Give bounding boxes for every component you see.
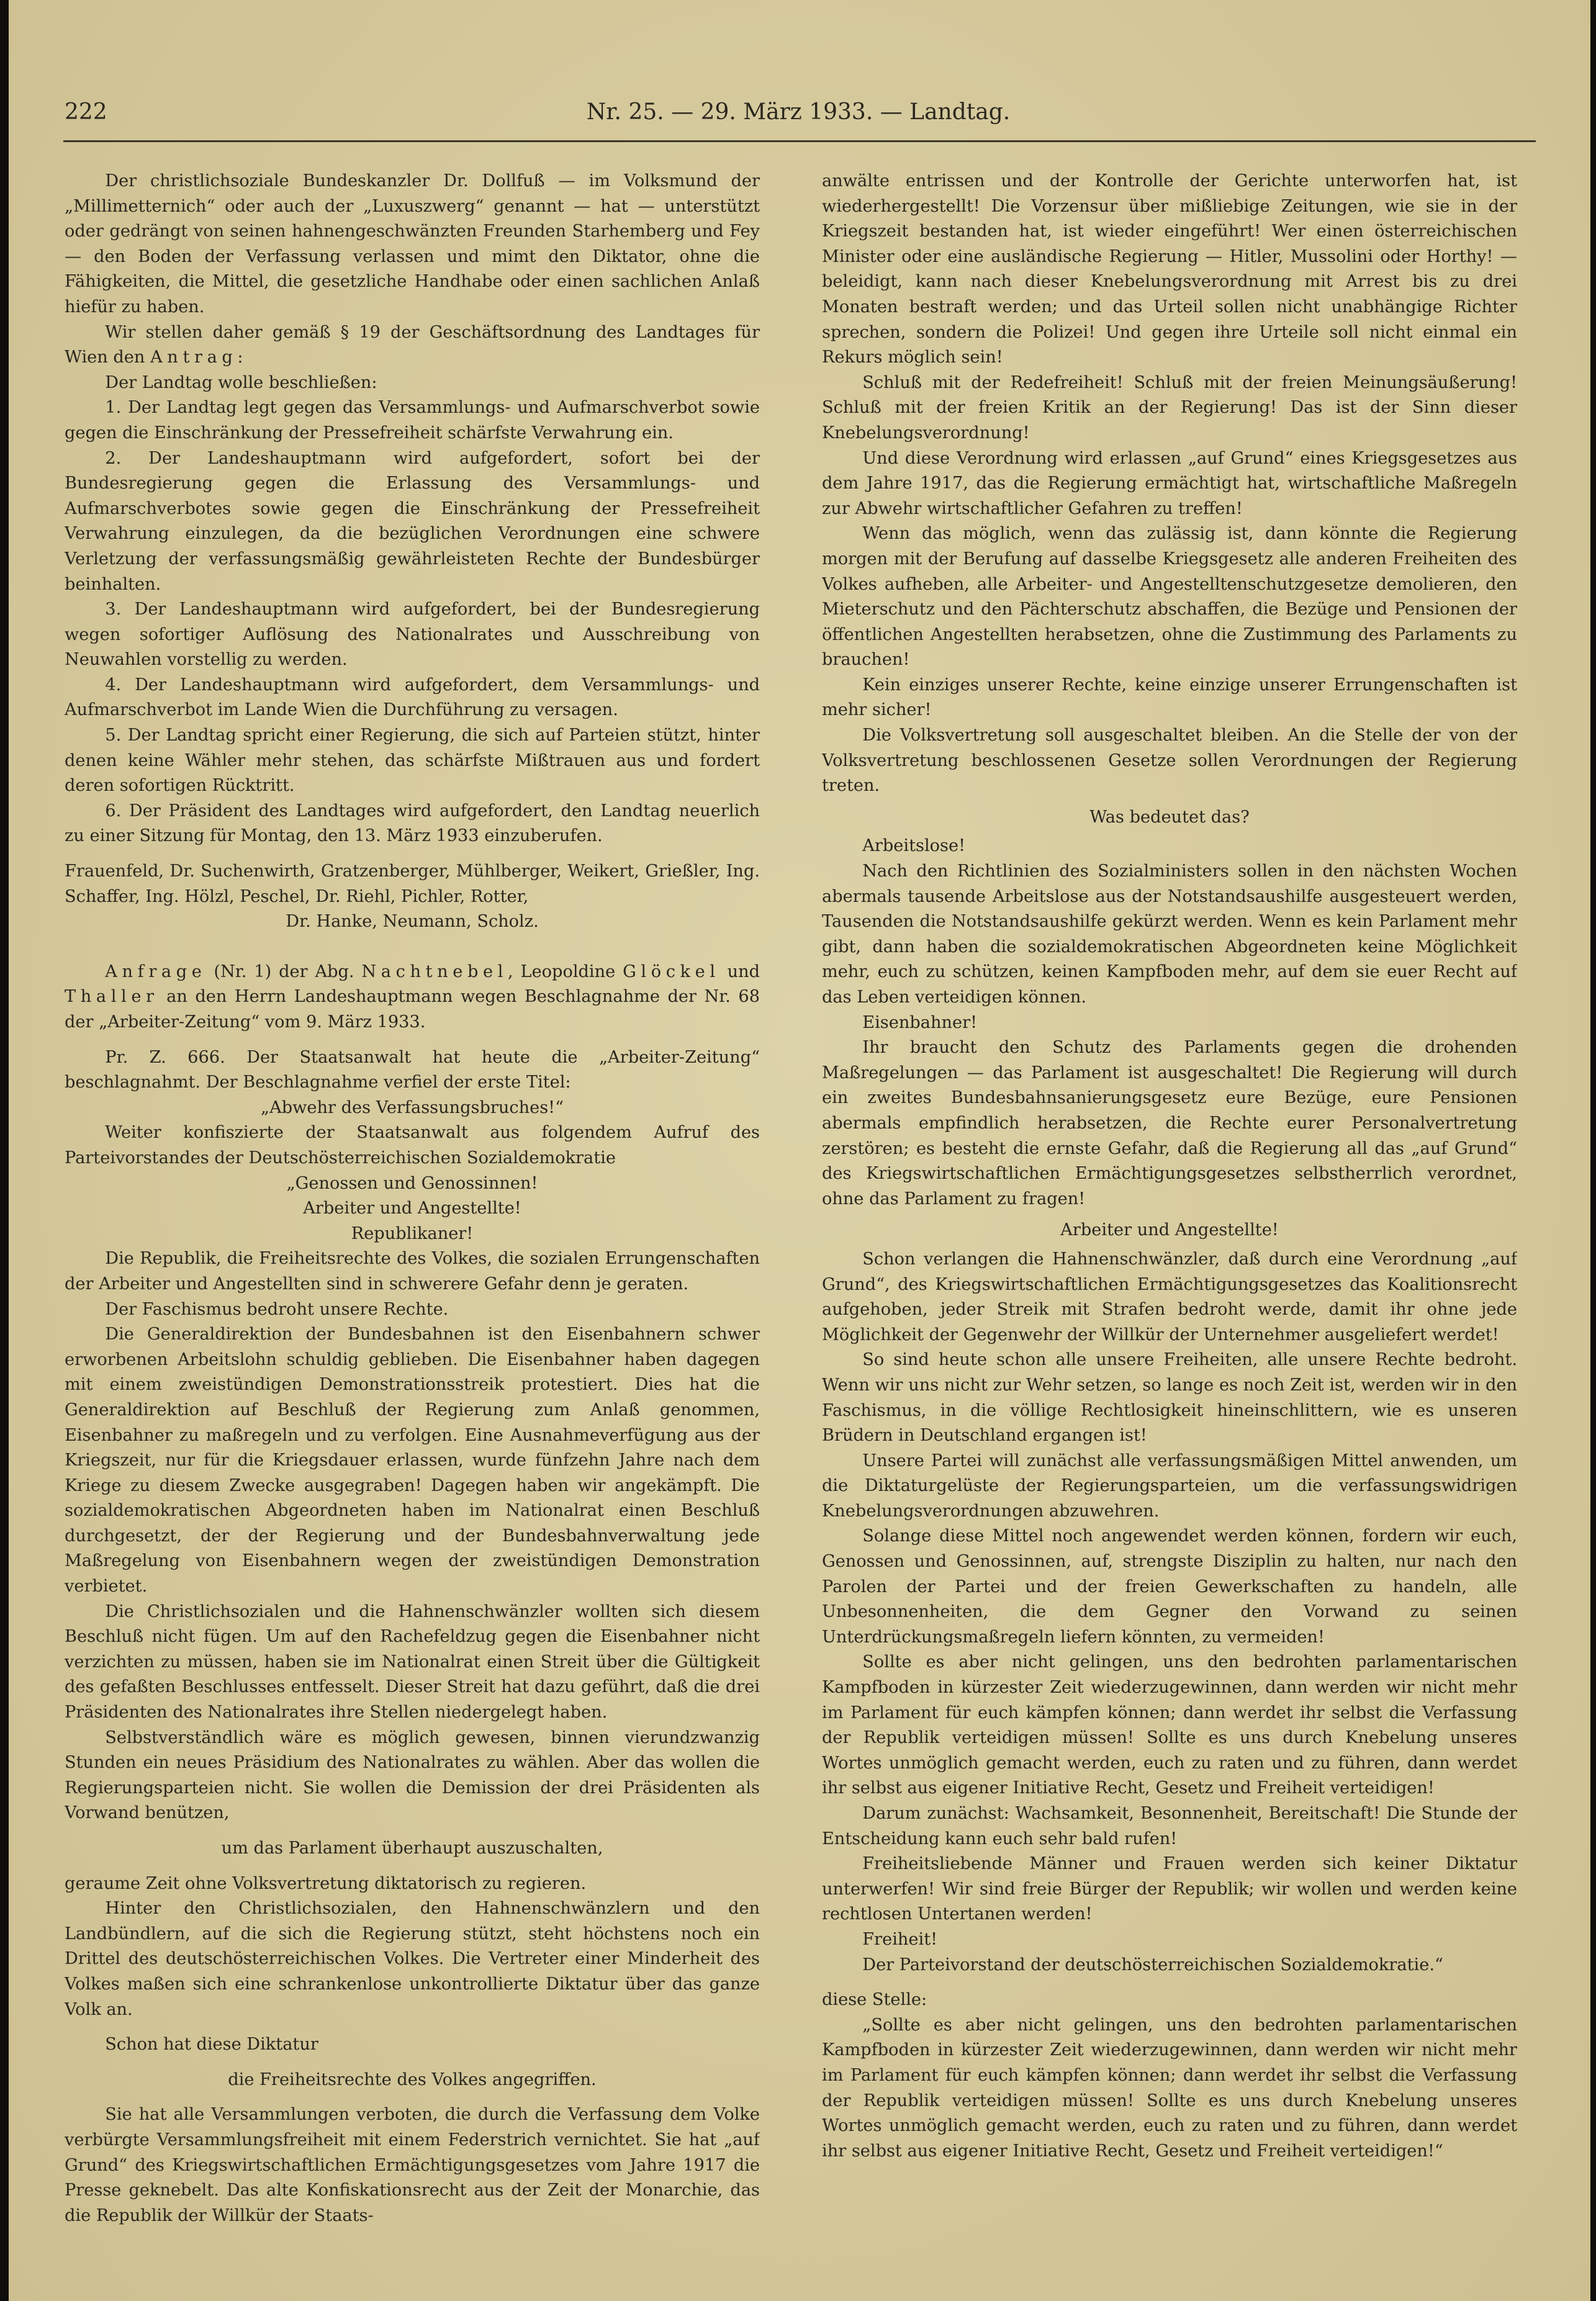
motion-item: 3. Der Landeshauptmann wird aufgefordert, bei der Bundesregierung wegen sofortiger Auflösung des Nationalrates und Ausschreibung von Neuwahlen vorstellig zu werden.	[65, 600, 760, 670]
paragraph: Der Landtag wolle beschließen:	[105, 372, 377, 392]
paragraph: anwälte entrissen und der Kontrolle der Gerichte unterworfen hat, ist wiederhergestellt! Die Vorzensur über mißliebige Zeitungen, wie sie in der Kriegszeit bestanden hat, ist wieder eingeführt! Wer einen österreichischen Minister oder eine ausländische Regierung — Hitler, Mussolini oder Horthy! — beleidigt, kann nach dieser Knebelungsverordnung mit Arrest bis zu drei Monaten bestraft werden; und das Urteil sollen nicht unabhängige Richter sprechen, sondern die Polizei! Und gegen ihre Urteile soll nicht einmal ein Rekurs möglich sein!	[822, 171, 1517, 367]
emphasis-line: die Freiheitsrechte des Volkes angegriffen.	[228, 2069, 597, 2089]
page-number: 222	[65, 99, 107, 125]
paragraph: Darum zunächst: Wachsamkeit, Besonnenheit, Bereitschaft! Die Stunde der Entscheidung kann euch sehr bald rufen!	[822, 1804, 1517, 1848]
paragraph: Weiter konfiszierte der Staatsanwalt aus folgendem Aufruf des Parteivorstandes der Deutschösterreichischen Sozialdemokratie	[65, 1123, 760, 1168]
signatories-end: Dr. Hanke, Neumann, Scholz.	[286, 912, 539, 932]
paragraph: geraume Zeit ohne Volksvertretung diktatorisch zu regieren.	[65, 1873, 587, 1893]
emphasis-line: Schon hat diese Diktatur	[105, 2035, 318, 2055]
paragraph: Unsere Partei will zunächst alle verfassungsmäßigen Mittel anwenden, um die Diktaturgelüste der Regierungsparteien, um die verfassungswidrigen Knebelungsverordnungen abzuwehren.	[822, 1451, 1517, 1521]
running-title: Nr. 25. — 29. März 1933. — Landtag.	[586, 99, 1011, 125]
right-column	[822, 169, 1517, 2230]
emphasis-line: um das Parlament überhaupt auszuschalten,	[221, 1839, 603, 1858]
paragraph: Die Republik, die Freiheitsrechte des Volkes, die sozialen Errungenschaften der Arbeiter und Angestellten sind in schwerere Gefahr denn je geraten.	[65, 1249, 760, 1294]
paragraph: Nach den Richtlinien des Sozialministers sollen in den nächsten Wochen abermals tausende Arbeitslose aus der Notstandsaushilfe ausgesteuert werden, Tausenden die Notstandsaushilfe gekürzt werden. Wenn es kein Parlament mehr gibt, dann haben die sozialdemokratischen Abgeordneten keine Möglichkeit mehr, euch zu schützen, keinen Kampfboden mehr, auf dem sie euer Recht auf das Leben verteidigen können.	[822, 862, 1517, 1007]
paragraph: Selbstverständlich wäre es möglich gewesen, binnen vierundzwanzig Stunden ein neues Präsidium des Nationalrates zu wählen. Aber das wollen die Regierungsparteien nicht. Sie wollen die Demission der drei Präsidenten als Vorwand benützen,	[65, 1727, 760, 1823]
inquiry-heading: Anfrage (Nr. 1) der Abg. Nachtnebel, Leopoldine Glöckel und Thaller an den Herrn Landeshauptmann wegen Beschlagnahme der Nr. 68 der „Arbeiter-Zeitung“ vom 9. März 1933.	[65, 961, 760, 1032]
paragraph: Freiheitsliebende Männer und Frauen werden sich keiner Diktatur unterwerfen! Wir sind freie Bürger der Republik; wir wollen und werden keine rechtlosen Untertanen werden!	[822, 1854, 1517, 1924]
subheading: Eisenbahner!	[862, 1012, 978, 1032]
paragraph: Solange diese Mittel noch angewendet werden können, fordern wir euch, Genossen und Genossinnen, auf, strengste Disziplin zu halten, nur nach den Parolen der Partei und der freien Gewerkschaften zu handeln, alle Unbesonnenheiten, die dem Gegner den Vorwand zu seinen Unterdrückungsmaßregeln liefern könnten, zu vermeiden!	[822, 1526, 1517, 1647]
paragraph: Der Faschismus bedroht unsere Rechte.	[105, 1299, 449, 1319]
quoted-passage: „Sollte es aber nicht gelingen, uns den bedrohten parlamentarischen Kampfboden in kürzester Zeit wiederzugewinnen, dann werden wir nicht mehr im Parlament für euch kämpfen können; dann werdet ihr selbst die Verfassung der Republik verteidigen müssen! Sollte es uns durch Knebelung unseres Wortes unmöglich gemacht werden, euch zu raten und zu führen, dann werdet ihr selbst aus eigener Initiative Recht, Gesetz und Freiheit verteidigen!“	[822, 2015, 1517, 2161]
salutation: Arbeiter und Angestellte!	[303, 1199, 521, 1218]
paragraph: Und diese Verordnung wird erlassen „auf Grund“ eines Kriegsgesetzes aus dem Jahre 1917, das die Regierung ermächtigt hat, wirtschaftliche Maßregeln zur Abwehr wirtschaftlicher Gefahren zu treffen!	[822, 448, 1517, 518]
motion-label: Antrag:	[150, 348, 248, 367]
signatories: Frauenfeld, Dr. Suchenwirth, Gratzenberger, Mühlberger, Weikert, Grießler, Ing. Schaffer, Ing. Hölzl, Peschel, Dr. Riehl, Pichler, Rotter,	[65, 862, 760, 906]
left-column	[65, 169, 760, 2230]
newspaper-page	[9, 0, 1590, 2301]
paragraph: Sollte es aber nicht gelingen, uns den bedrohten parlamentarischen Kampfboden in kürzester Zeit wiederzugewinnen, dann werden wir nicht mehr im Parlament für euch kämpfen können; dann werdet ihr selbst die Verfassung der Republik verteidigen müssen! Sollte es uns durch Knebelung unseres Wortes unmöglich gemacht werden, euch zu raten und zu führen, dann werdet ihr selbst aus eigener Initiative Recht, Gesetz und Freiheit verteidigen!	[822, 1652, 1517, 1798]
paragraph: Die Generaldirektion der Bundesbahnen ist den Eisenbahnern schwer erworbenen Arbeitslohn schuldig geblieben. Die Eisenbahner haben dagegen mit einem zweistündigen Demonstrationsstreik protestiert. Dies hat die Generaldirektion auf Beschluß der Regierung zum Anlaß genommen, Eisenbahner zu maßregeln und zu verfolgen. Eine Ausnahmeverfügung aus der Kriegszeit, nur für die Kriegsdauer erlassen, wurde fünfzehn Jahre nach dem Kriege zu diesem Zwecke ausgegraben! Dagegen haben wir angekämpft. Die sozialdemokratischen Abgeordneten haben im Nationalrat einen Beschluß durchgesetzt, der der Regierung und der Bundesbahnverwaltung jede Maßregelung von Eisenbahnern wegen der zweistündigen Demonstration verbietet.	[65, 1325, 760, 1596]
paragraph: Ihr braucht den Schutz des Parlaments gegen die drohenden Maßregelungen — das Parlament ist ausgeschaltet! Die Regierung will durch ein zweites Bundesbahnsanierungsgesetz eure Bezüge, eure Pensionen abermals empfindlich herabsetzen, die Rechte eurer Personalvertretung zerstören; es besteht die ernste Gefahr, daß die Regierung all das „auf Grund“ des Kriegswirtschaftlichen Ermächtigungsgesetzes selbstherrlich verordnet, ohne das Parlament zu fragen!	[822, 1038, 1517, 1209]
paragraph: Die Volksvertretung soll ausgeschaltet bleiben. An die Stelle der von der Volksvertretung beschlossenen Gesetze sollen Verordnungen der Regierung treten.	[822, 726, 1517, 796]
motion-intro: Wir stellen daher gemäß § 19 der Geschäftsordnung des Landtages für Wien den Antrag:	[65, 322, 760, 367]
motion-item: 1. Der Landtag legt gegen das Versammlungs- und Aufmarschverbot sowie gegen die Einschränkung der Pressefreiheit schärfste Verwahrung ein.	[65, 398, 760, 443]
paragraph: Freiheit!	[862, 1929, 938, 1949]
motion-item: 2. Der Landeshauptmann wird aufgefordert, sofort bei der Bundesregierung gegen die Erlassung des Versammlungs- und Aufmarschverbotes sowie gegen die Einschränkung der Pressefreiheit Verwahrung einzulegen, da die bezüglichen Verordnungen eine schwere Verletzung der verfassungsmäßig gewährleisteten Rechte der Bundesbürger beinhalten.	[65, 448, 760, 594]
signature-line: Der Parteivorstand der deutschösterreichischen Sozialdemokratie.“	[862, 1955, 1443, 1975]
section-heading: Was bedeutet das?	[1089, 807, 1250, 827]
paragraph: Pr. Z. 666. Der Staatsanwalt hat heute die „Arbeiter-Zeitung“ beschlagnahmt. Der Beschlagnahme verfiel der erste Titel:	[65, 1047, 760, 1092]
confiscated-title: „Abwehr des Verfassungsbruches!“	[260, 1097, 564, 1117]
paragraph: Kein einziges unserer Rechte, keine einzige unserer Errungenschaften ist mehr sicher!	[822, 675, 1517, 720]
paragraph: Der christlichsoziale Bundeskanzler Dr. Dollfuß — im Volksmund der „Millimetternich“ oder auch der „Luxuszwerg“ genannt — hat — unterstützt oder gedrängt von seinen hahnengeschwänzten Freunden Starhemberg und Fey — den Boden der Verfassung verlassen und mimt den Diktator, ohne die Fähigkeiten, die Mittel, die gesetzliche Handhabe oder einen sachlichen Anlaß hiefür zu haben.	[65, 171, 760, 317]
subheading: Arbeitslose!	[862, 836, 965, 856]
page-header	[60, 91, 1537, 134]
section-heading: Arbeiter und Angestellte!	[1060, 1220, 1279, 1240]
salutation: Republikaner!	[351, 1223, 474, 1243]
motion-item: 6. Der Präsident des Landtages wird aufgefordert, den Landtag neuerlich zu einer Sitzung für Montag, den 13. März 1933 einzuberufen.	[65, 801, 760, 846]
paragraph: Schon verlangen die Hahnenschwänzler, daß durch eine Verordnung „auf Grund“, des Kriegswirtschaftlichen Ermächtigungsgesetzes das Koalitionsrecht aufgehoben, jeder Streik mit Strafen bedroht werde, damit ihr ohne jede Möglichkeit der Gegenwehr der Willkür der Unternehmer ausgeliefert werdet!	[822, 1249, 1517, 1344]
paragraph: diese Stelle:	[822, 1990, 927, 2010]
salutation: „Genossen und Genossinnen!	[286, 1173, 538, 1193]
paragraph: Schluß mit der Redefreiheit! Schluß mit der freien Meinungsäußerung! Schluß mit der freien Kritik an der Regierung! Das ist der Sinn dieser Knebelungsverordnung!	[822, 372, 1517, 443]
paragraph: Sie hat alle Versammlungen verboten, die durch die Verfassung dem Volke verbürgte Versammlungsfreiheit mit einem Federstrich vernichtet. Sie hat „auf Grund“ des Kriegswirtschaftlichen Ermächtigungsgesetzes vom Jahre 1917 die Presse geknebelt. Das alte Konfiskationsrecht aus der Zeit der Monarchie, das die Republik der Willkür der Staats-	[65, 2105, 760, 2225]
header-rule	[63, 140, 1536, 142]
motion-item: 4. Der Landeshauptmann wird aufgefordert, dem Versammlungs- und Aufmarschverbot im Lande Wien die Durchführung zu versagen.	[65, 675, 760, 720]
paragraph: So sind heute schon alle unsere Freiheiten, alle unsere Rechte bedroht. Wenn wir uns nicht zur Wehr setzen, so lange es noch Zeit ist, werden wir in den Faschismus, in die völlige Rechtlosigkeit hineinschlittern, wie es unseren Brüdern in Deutschland ergangen ist!	[822, 1350, 1517, 1446]
motion-item: 5. Der Landtag spricht einer Regierung, die sich auf Parteien stützt, hinter denen keine Wähler mehr stehen, das schärfste Mißtrauen aus und fordert deren sofortigen Rücktritt.	[65, 726, 760, 796]
paragraph: Die Christlichsozialen und die Hahnenschwänzler wollten sich diesem Beschluß nicht fügen. Um auf den Rachefeldzug gegen die Eisenbahner nicht verzichten zu müssen, haben sie im Nationalrat einen Streit über die Gültigkeit des gefaßten Beschlusses entfesselt. Dieser Streit hat dazu geführt, daß die drei Präsidenten des Nationalrates ihre Stellen niedergelegt haben.	[65, 1601, 760, 1722]
paragraph: Wenn das möglich, wenn das zulässig ist, dann könnte die Regierung morgen mit der Berufung auf dasselbe Kriegsgesetz alle anderen Freiheiten des Volkes aufheben, alle Arbeiter- und Angestelltenschutzgesetze demolieren, den Mieterschutz und den Pächterschutz abschaffen, die Bezüge und Pensionen der öffentlichen Angestellten herabsetzen, ohne die Zustimmung des Parlaments zu brauchen!	[822, 524, 1517, 670]
paragraph: Hinter den Christlichsozialen, den Hahnenschwänzlern und den Landbündlern, auf die sich die Regierung stützt, steht höchstens noch ein Drittel des deutschösterreichischen Volkes. Die Vertreter einer Minderheit des Volkes maßen sich eine schrankenlose unkontrollierte Diktatur über das ganze Volk an.	[65, 1899, 760, 2019]
